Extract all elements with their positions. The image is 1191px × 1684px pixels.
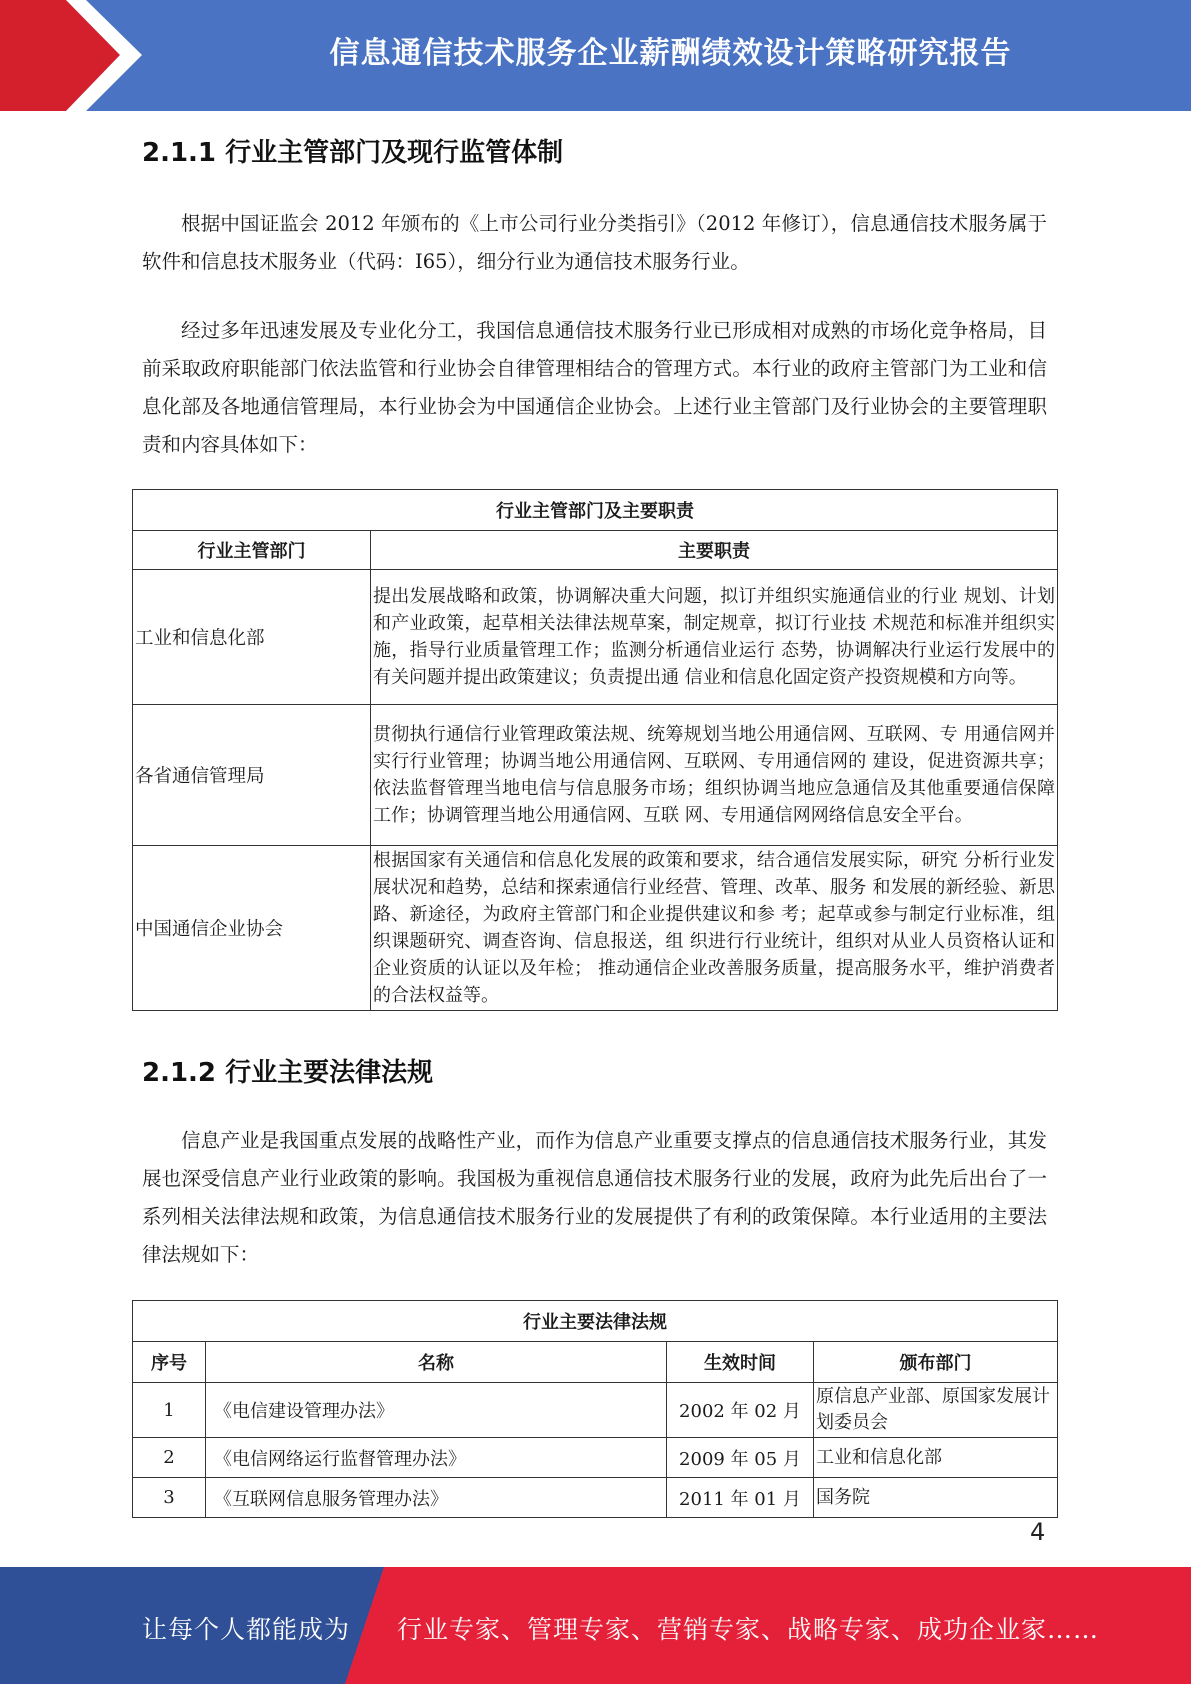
header-arrow-decoration [0, 0, 150, 111]
duty-cell: 贯彻执行通信行业管理政策法规、统筹规划当地公用通信网、互联网、专 用通信网并实行行业管理；协调当地公用通信网、互联网、专用通信网的 建设，促进资源共享；依法监督管理当地电信与信息服务市场；组织协调当地应急通信及其他重要通信保障工作；协调管理当地公用通信网、互联 网、专用通信网网络信息安全平台。 [371, 705, 1058, 846]
column-header: 序号 [133, 1342, 206, 1383]
date-cell: 2011 年 01 月 [667, 1478, 814, 1518]
name-cell: 《互联网信息服务管理办法》 [206, 1478, 667, 1518]
number-cell: 2 [133, 1438, 206, 1478]
dept-cell: 工业和信息化部 [133, 570, 371, 705]
table-row [133, 1438, 1058, 1478]
column-header: 主要职责 [371, 531, 1058, 570]
column-header: 生效时间 [667, 1342, 814, 1383]
page-header [0, 0, 1191, 111]
date-cell: 2009 年 05 月 [667, 1438, 814, 1478]
footer-slogan-left: 让每个人都能成为 [142, 1615, 351, 1644]
table-row [133, 705, 1058, 846]
name-cell: 《电信建设管理办法》 [206, 1383, 667, 1438]
column-header: 颁布部门 [814, 1342, 1058, 1383]
issuer-cell: 国务院 [814, 1478, 1058, 1518]
issuer-cell: 原信息产业部、原国家发展计划委员会 [814, 1383, 1058, 1438]
table-row [133, 1383, 1058, 1438]
name-cell: 《电信网络运行监督管理办法》 [206, 1438, 667, 1478]
column-header: 名称 [206, 1342, 667, 1383]
paragraph: 信息产业是我国重点发展的战略性产业，而作为信息产业重要支撑点的信息通信技术服务行业，其发展也深受信息产业行业政策的影响。我国极为重视信息通信技术服务行业的发展，政府为此先后出台了一系列相关法律法规和政策，为信息通信技术服务行业的发展提供了有利的政策保障。本行业适用的主要法律法规如下： [142, 1129, 1047, 1266]
duty-cell: 提出发展战略和政策，协调解决重大问题，拟订并组织实施通信业的行业 规划、计划和产业政策，起草相关法律法规草案，制定规章，拟订行业技 术规范和标准并组织实施，指导行业质量管理工作；监测分析通信业运行 态势，协调解决行业运行发展中的有关问题并提出政策建议；负责提出通 信业和信息化固定资产投资规模和方向等。 [371, 570, 1058, 705]
column-header: 行业主管部门 [133, 531, 371, 570]
table-row [133, 846, 1058, 1011]
table-caption: 行业主要法律法规 [133, 1301, 1058, 1342]
dept-cell: 中国通信企业协会 [133, 846, 371, 1011]
issuer-cell: 工业和信息化部 [814, 1438, 1058, 1478]
number-cell: 3 [133, 1478, 206, 1518]
section-heading-2-1-1: 2.1.1 行业主管部门及现行监管体制 [142, 138, 564, 168]
duty-cell: 根据国家有关通信和信息化发展的政策和要求，结合通信发展实际，研究 分析行业发展状况和趋势，总结和探索通信行业经营、管理、改革、服务 和发展的新经验、新思路、新途径，为政府主管部门和企业提供建议和参 考；起草或参与制定行业标准，组织课题研究、调查咨询、信息报送，组 织进行行业统计，组织对从业人员资格认证和企业资质的认证以及年检； 推动通信企业改善服务质量，提高服务水平，维护消费者的合法权益等。 [371, 846, 1058, 1011]
page-number: 4 [1030, 1518, 1046, 1546]
paragraph: 经过多年迅速发展及专业化分工，我国信息通信技术服务行业已形成相对成熟的市场化竞争格局，目前采取政府职能部门依法监管和行业协会自律管理相结合的管理方式。本行业的政府主管部门为工业和信息化部及各地通信管理局，本行业协会为中国通信企业协会。上述行业主管部门及行业协会的主要管理职责和内容具体如下： [142, 319, 1047, 456]
table-row [133, 570, 1058, 705]
dept-cell: 各省通信管理局 [133, 705, 371, 846]
document-title: 信息通信技术服务企业薪酬绩效设计策略研究报告 [329, 36, 1012, 71]
table-caption: 行业主管部门及主要职责 [133, 490, 1058, 531]
laws-table [132, 1300, 1058, 1518]
table-row [133, 1478, 1058, 1518]
regulators-table [132, 489, 1058, 1011]
section-heading-2-1-2: 2.1.2 行业主要法律法规 [142, 1058, 434, 1088]
date-cell: 2002 年 02 月 [667, 1383, 814, 1438]
paragraph: 根据中国证监会 2012 年颁布的《上市公司行业分类指引》（2012 年修订），信息通信技术服务属于软件和信息技术服务业（代码：I65），细分行业为通信技术服务行业。 [142, 212, 1047, 273]
number-cell: 1 [133, 1383, 206, 1438]
footer-slogan-right: 行业专家、管理专家、营销专家、战略专家、成功企业家…… [397, 1615, 1100, 1644]
